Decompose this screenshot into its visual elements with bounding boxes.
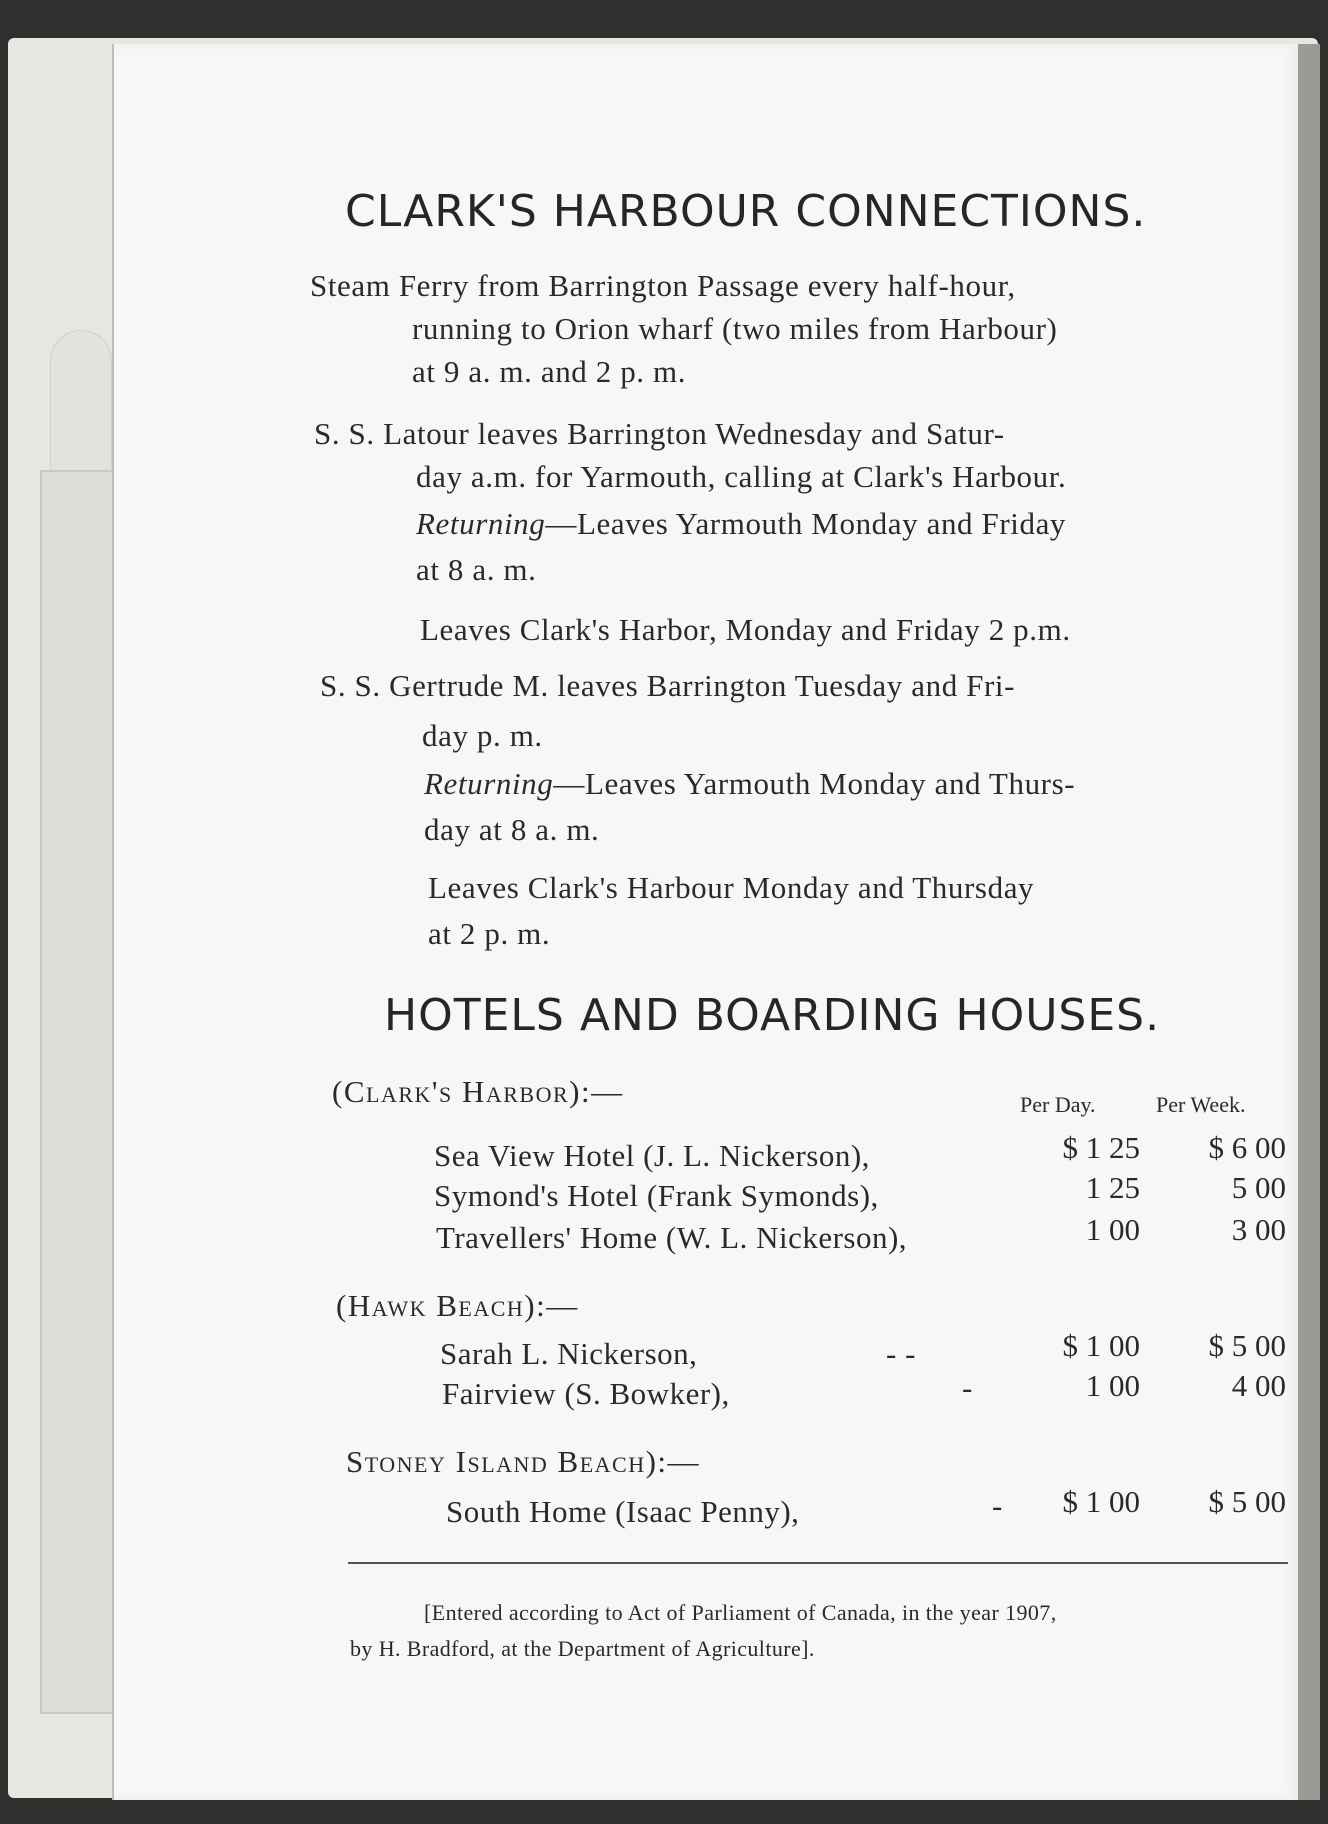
returning-label: Returning <box>424 766 554 801</box>
group-heading: (Clark's Harbor):— <box>332 1074 624 1109</box>
text-line-rest: —Leaves Yarmouth Monday and Friday <box>545 506 1067 541</box>
leader-dashes: - <box>992 1488 1003 1523</box>
price-per-week: $ 6 00 <box>1208 1130 1286 1165</box>
group-heading: Stoney Island Beach):— <box>346 1444 701 1479</box>
hotel-name: South Home (Isaac Penny), <box>446 1494 800 1529</box>
text-line: at 8 a. m. <box>416 552 537 587</box>
text-line: at 9 a. m. and 2 p. m. <box>412 354 687 389</box>
text-line: running to Orion wharf (two miles from Harbour) <box>412 311 1058 346</box>
price-per-week: $ 5 00 <box>1208 1484 1286 1519</box>
price-per-week: 4 00 <box>1231 1368 1286 1403</box>
column-header-per-day: Per Day. <box>1020 1092 1096 1117</box>
text-line: day p. m. <box>422 718 543 753</box>
footer-rule <box>348 1562 1288 1564</box>
text-line <box>424 766 1075 802</box>
footer-line: by H. Bradford, at the Department of Agriculture]. <box>350 1636 815 1661</box>
price-per-day: 1 25 <box>1085 1170 1140 1205</box>
price-per-week: 3 00 <box>1231 1212 1286 1247</box>
footer-line: [Entered according to Act of Parliament of Canada, in the year 1907, <box>424 1600 1057 1625</box>
text-line: at 2 p. m. <box>428 916 551 951</box>
leader-dashes: - <box>962 1370 973 1405</box>
price-per-day: $ 1 25 <box>1062 1130 1140 1165</box>
hotel-name: Fairview (S. Bowker), <box>442 1376 730 1411</box>
section-title-connections: CLARK'S HARBOUR CONNECTIONS. <box>345 186 1147 237</box>
price-per-day: $ 1 00 <box>1062 1484 1140 1519</box>
returning-label: Returning <box>416 506 546 541</box>
section-title-hotels: HOTELS AND BOARDING HOUSES. <box>384 990 1161 1041</box>
price-per-week: 5 00 <box>1231 1170 1286 1205</box>
price-per-day: 1 00 <box>1085 1212 1140 1247</box>
text-line-rest: —Leaves Yarmouth Monday and Thurs- <box>553 766 1076 801</box>
text-line: S. S. Gertrude M. leaves Barrington Tuesday and Fri- <box>320 668 1016 703</box>
leader-dashes: - - <box>886 1336 916 1371</box>
text-line: day a.m. for Yarmouth, calling at Clark's Harbour. <box>416 459 1067 494</box>
text-line <box>416 506 1066 542</box>
hotel-name: Sea View Hotel (J. L. Nickerson), <box>434 1138 870 1173</box>
hotel-name: Symond's Hotel (Frank Symonds), <box>434 1178 879 1213</box>
price-per-week: $ 5 00 <box>1208 1328 1286 1363</box>
price-per-day: $ 1 00 <box>1062 1328 1140 1363</box>
price-per-day: 1 00 <box>1085 1368 1140 1403</box>
page <box>112 44 1300 1800</box>
text-line: Leaves Clark's Harbour Monday and Thursday <box>428 870 1035 905</box>
text-line: S. S. Latour leaves Barrington Wednesday and Satur- <box>314 416 1005 451</box>
text-line: day at 8 a. m. <box>424 812 600 847</box>
text-line: Leaves Clark's Harbor, Monday and Friday 2 p.m. <box>420 612 1071 647</box>
column-header-per-week: Per Week. <box>1156 1092 1246 1117</box>
text-line: Steam Ferry from Barrington Passage every half-hour, <box>310 268 1016 303</box>
hotel-name: Travellers' Home (W. L. Nickerson), <box>436 1220 908 1255</box>
group-heading: (Hawk Beach):— <box>336 1288 579 1323</box>
hotel-name: Sarah L. Nickerson, <box>440 1336 698 1371</box>
page-edge <box>1298 44 1320 1800</box>
